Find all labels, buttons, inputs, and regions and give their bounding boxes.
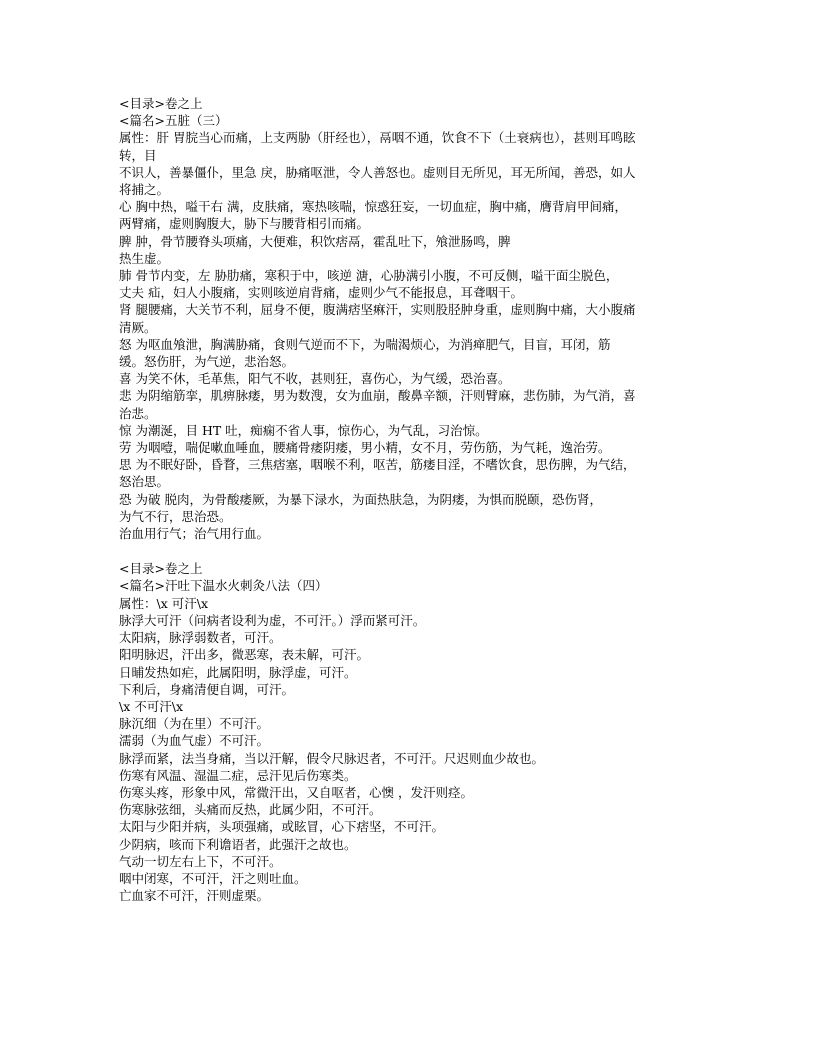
text-line: 亡血家不可汗，汗则虚栗。 <box>119 888 270 904</box>
section-five-viscera <box>119 95 699 542</box>
catalog-line: <目录>卷之上 <box>119 561 203 577</box>
document-page <box>119 95 699 904</box>
text-line: 怒治思。 <box>119 474 170 490</box>
text-line: 濡弱（为血气虚）不可汗。 <box>119 733 270 749</box>
text-line: 恐 为破 脱肉，为骨酸痿厥，为暴下渌水，为面热肤急，为阴痿，为惧而脱颐，恐伤肾， <box>119 491 602 507</box>
section-body <box>119 129 699 542</box>
text-line: 属性：\x 可汗\x <box>119 595 208 611</box>
text-line: 热生虚。 <box>119 250 170 266</box>
chapter-title: <篇名>汗吐下温水火刺灸八法（四） <box>119 578 328 594</box>
text-line: 咽中闭寒，不可汗，汗之则吐血。 <box>119 870 307 886</box>
text-line: 太阳病，脉浮弱数者，可汗。 <box>119 630 282 646</box>
text-line: 怒 为呕血飧泄，胸满胁痛，食则气逆而不下，为喘渴烦心，为消瘅肥气，目盲，耳闭，筋 <box>119 336 611 352</box>
text-line: 转，目 <box>119 147 157 163</box>
text-line: 脉沉细（为在里）不可汗。 <box>119 716 270 732</box>
text-line: 喜 为笑不休，毛革焦，阳气不收，甚则狂，喜伤心，为气缓，恐治喜。 <box>119 371 511 387</box>
chapter-title: <篇名>五脏（三） <box>119 113 228 129</box>
text-line: 气动一切左右上下，不可汗。 <box>119 853 282 869</box>
text-line: 清厥。 <box>119 319 157 335</box>
text-line: 脉浮大可汗（问病者设利为虚，不可汗。）浮而紧可汗。 <box>119 612 426 628</box>
text-line: 伤寒脉弦细，头痛而反热，此属少阳，不可汗。 <box>119 802 382 818</box>
text-line: 少阴病，咳而下利谵语者，此强汗之故也。 <box>119 836 357 852</box>
text-line: 治血用行气；治气用行血。 <box>119 526 270 542</box>
text-line: 不识人，善暴僵仆，里急 戾，胁痛呕泄，令人善怒也。虚则目无所见，耳无所闻，善恐，如人 <box>119 164 636 180</box>
text-line: 悲 为阴缩筋挛，肌痹脉痿，男为数溲，女为血崩，酸鼻辛额，汗则臂麻，悲伤肺，为气消，喜 <box>119 388 636 404</box>
text-line: 惊 为潮涎，目 HT 吐，痴痫不省人事，惊伤心，为气乱，习治惊。 <box>119 422 488 438</box>
text-line: 肾 腿腰痛，大关节不利，屈身不便，腹满痞坚痳汗，实则股胫肿身重，虚则胸中痛，大小腹痛 <box>119 302 636 318</box>
text-line: 阳明脉迟，汗出多，微恶寒，表未解，可汗。 <box>119 647 370 663</box>
text-line: 脉浮而紧，法当身痛，当以汗解，假令尺脉迟者，不可汗。尺迟则血少故也。 <box>119 750 545 766</box>
text-line: 伤寒头疼，形象中风，常微汗出，又自呕者，心懊 ，发汗则痉。 <box>119 784 473 800</box>
text-line: \x 不可汗\x <box>119 698 183 714</box>
section-eight-methods <box>119 560 699 904</box>
text-line: 肺 骨节内变，左 胁肋痛，寒积于中，咳逆 溏，心胁满引小腹，不可反侧，嗌干面尘脱色， <box>119 268 619 284</box>
text-line: 思 为不眠好卧，昏瞀，三焦痞塞，咽喉不利，呕苦，筋痿目淫，不嗜饮食，思伤脾，为气结， <box>119 457 636 473</box>
text-line: 将捕之。 <box>119 182 170 198</box>
text-line: 两臂痛，虚则胸腹大，胁下与腰背相引而痛。 <box>119 216 370 232</box>
text-line: 为气不行，思治恐。 <box>119 508 232 524</box>
text-line: 日晡发热如疟，此属阳明，脉浮虚，可汗。 <box>119 664 357 680</box>
text-line: 劳 为咽噎，喘促嗽血唾血，腰痛骨痿阴痿，男小精，女不月，劳伤筋，为气耗，逸治劳。 <box>119 440 611 456</box>
text-line: 脾 肿，骨节腰脊头项痛，大便难，积饮痞鬲，霍乱吐下，飧泄肠鸣，脾 <box>119 233 511 249</box>
section-body <box>119 595 699 905</box>
catalog-line: <目录>卷之上 <box>119 96 203 111</box>
text-line: 太阳与少阳并病，头项强痛，或眩冒，心下痞坚，不可汗。 <box>119 819 445 835</box>
text-line: 属性：肝 胃脘当心而痛，上支两胁（肝经也），鬲咽不通，饮食不下（土衰病也），甚则耳鸣眩 <box>119 130 636 146</box>
text-line: 心 胸中热，嗌干右 满，皮肤痛，寒热咳喘，惊惑狂妄，一切血症，胸中痛，膺背肩甲间痛， <box>119 199 627 215</box>
text-line: 伤寒有风温、湿温二症，忌汗见后伤寒类。 <box>119 767 357 783</box>
text-line: 治悲。 <box>119 405 157 421</box>
text-line: 下利后，身痛清便自调，可汗。 <box>119 681 295 697</box>
text-line: 缓。怒伤肝，为气逆，悲治怒。 <box>119 354 295 370</box>
text-line: 丈夫 疝，妇人小腹痛，实则咳逆肩背痛，虚则少气不能报息，耳聋咽干。 <box>119 285 523 301</box>
